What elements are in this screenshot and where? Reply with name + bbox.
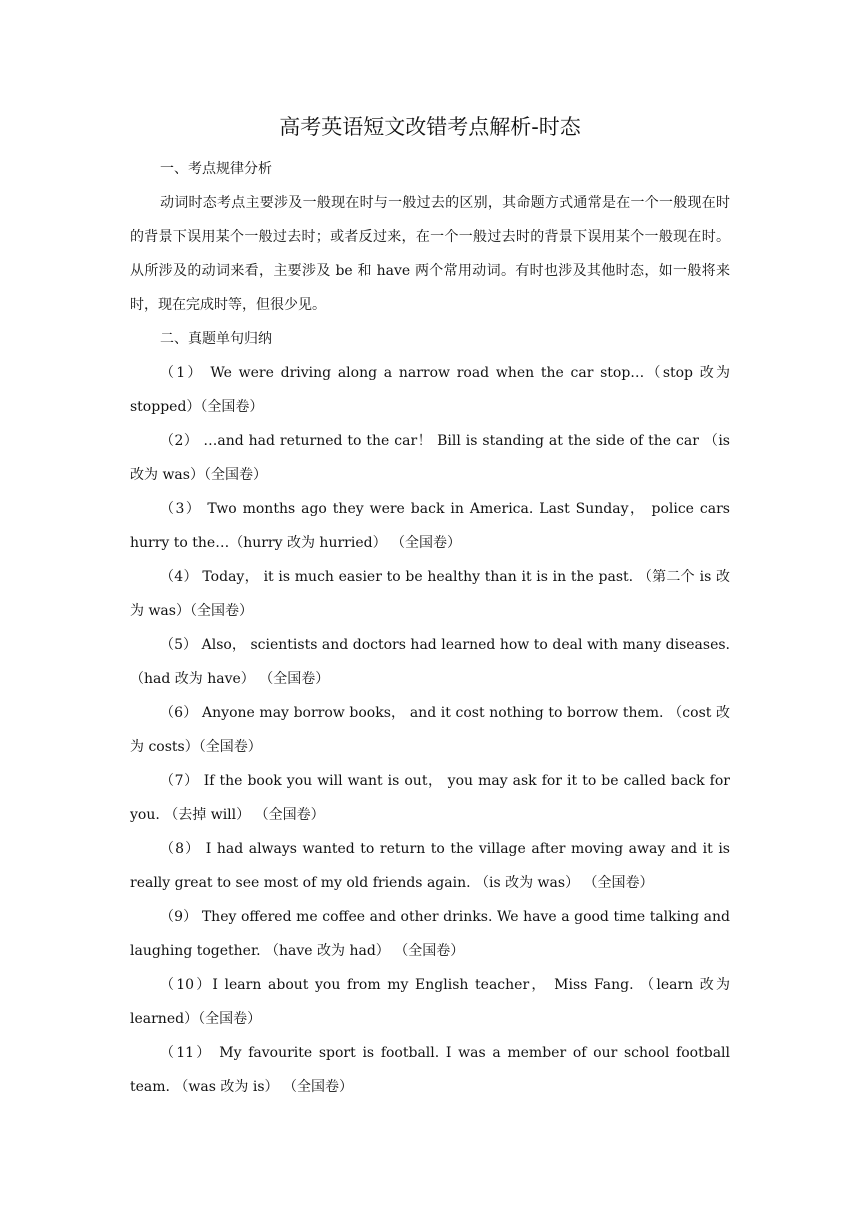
analysis-paragraph: 动词时态考点主要涉及一般现在时与一般过去的区别，其命题方式通常是在一个一般现在时的背景下误用某个一般过去时；或者反过来，在一个一般过去时的背景下误用某个一般现在时。从所涉及的动词来看，主要涉及 be 和 have 两个常用动词。有时也涉及其他时态，如一般将来时，现在完成时等，但很少见。 [130, 195, 730, 313]
example-item-6: （6） Anyone may borrow books， and it cost nothing to borrow them. （cost 改为 costs）（全国卷） [130, 705, 730, 755]
example-item-3: （3） Two months ago they were back in America. Last Sunday， police cars hurry to the…（hurry 改为 hurried） （全国卷） [130, 501, 730, 551]
example-item-2: （2） …and had returned to the car！ Bill is standing at the side of the car （is 改为 was）（全国卷） [130, 433, 730, 483]
example-item-4: （4） Today， it is much easier to be healthy than it is in the past. （第二个 is 改为 was）（全国卷） [130, 569, 730, 619]
example-item-11: （11） My favourite sport is football. I was a member of our school football team. （was 改为 is） （全国卷） [130, 1045, 730, 1095]
document-body [130, 152, 730, 1104]
section-heading-analysis: 一、考点规律分析 [160, 161, 272, 177]
example-item-7: （7） If the book you will want is out， you may ask for it to be called back for you. （去掉 will） （全国卷） [130, 773, 730, 823]
example-item-1: （1） We were driving along a narrow road when the car stop…（stop 改为 stopped）（全国卷） [130, 365, 730, 415]
section-heading-examples: 二、真题单句归纳 [160, 331, 272, 347]
example-item-5: （5） Also， scientists and doctors had learned how to deal with many diseases. （had 改为 have） （全国卷） [130, 637, 730, 687]
example-item-9: （9） They offered me coffee and other drinks. We have a good time talking and laughing together. （have 改为 had） （全国卷） [130, 909, 730, 959]
example-item-8: （8） I had always wanted to return to the village after moving away and it is really great to see most of my old friends again. （is 改为 was） （全国卷） [130, 841, 730, 891]
document-title: 高考英语短文改错考点解析-时态 [279, 115, 581, 139]
example-item-10: （10）I learn about you from my English teacher， Miss Fang. （learn 改为 learned）（全国卷） [130, 977, 730, 1027]
